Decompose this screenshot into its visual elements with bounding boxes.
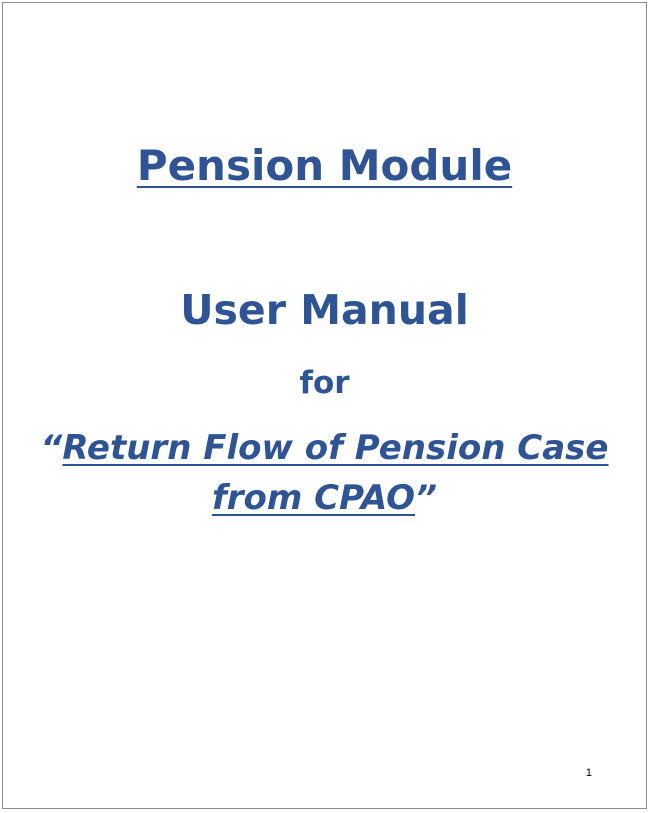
page-number: 1	[585, 767, 592, 779]
feature-title-line2: from CPAO	[211, 478, 416, 518]
open-quote: “	[40, 428, 63, 468]
close-quote: ”	[415, 478, 437, 518]
connector-text: for	[299, 365, 350, 401]
document-title	[3, 139, 646, 193]
document-subtitle: User Manual	[180, 286, 469, 334]
module-feature-title	[23, 423, 626, 523]
document-page	[2, 2, 647, 809]
document-title-text: Pension Module	[136, 141, 513, 190]
feature-title-line1: Return Flow of Pension Case	[62, 428, 609, 468]
